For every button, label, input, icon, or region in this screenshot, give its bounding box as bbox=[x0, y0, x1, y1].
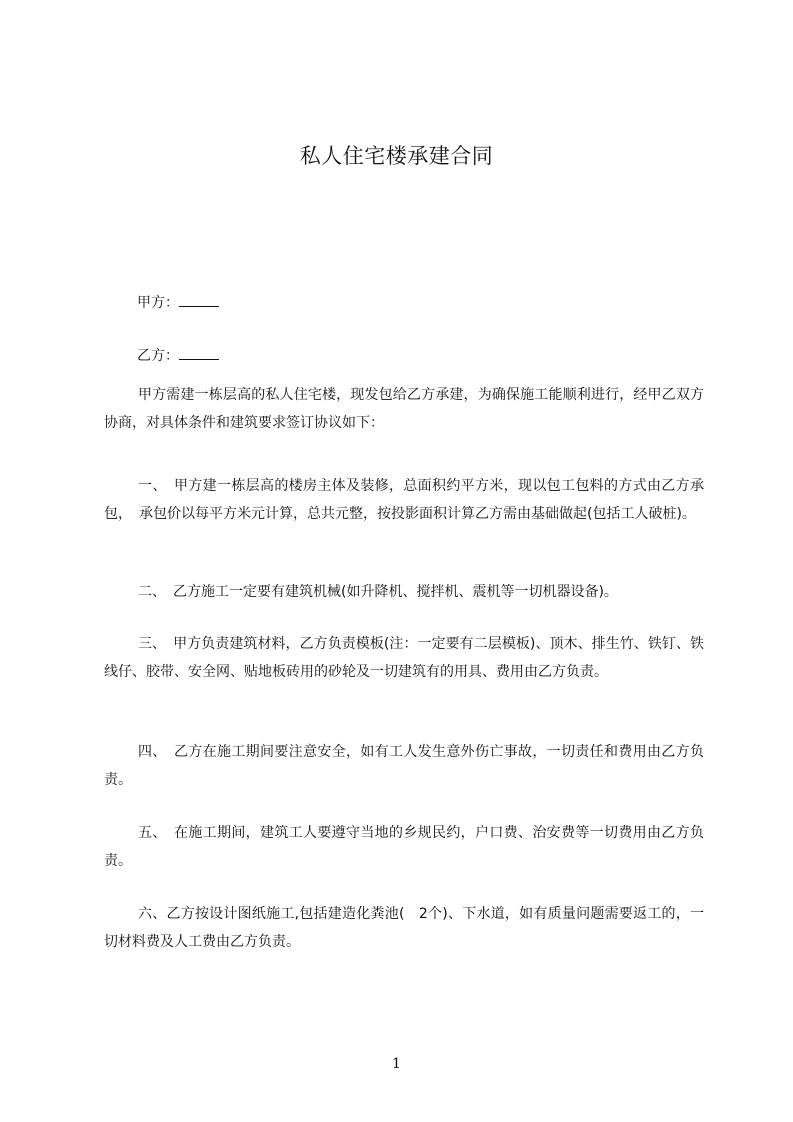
party-b-line bbox=[137, 345, 219, 366]
clause-1: 一、 甲方建一栋层高的楼房主体及装修，总面积约平方米，现以包工包料的方式由乙方承包， 承包价以每平方米元计算，总共元整，按投影面积计算乙方需由基础做起(包括工人破桩)。 bbox=[104, 478, 704, 522]
clause-2: 二、 乙方施工一定要有建筑机械(如升降机、搅拌机、震机等一切机器设备)。 bbox=[138, 584, 618, 600]
party-b-label: 乙方： bbox=[137, 348, 179, 364]
page-number: 1 bbox=[392, 1056, 401, 1072]
party-b-blank bbox=[179, 345, 219, 360]
party-a-label: 甲方： bbox=[137, 295, 179, 311]
clause-3: 三、 甲方负责建筑材料，乙方负责模板(注：一定要有二层模板)、顶木、排生竹、铁钉、铁线仔、胶带、安全网、贴地板砖用的砂轮及一切建筑有的用具、费用由乙方负责。 bbox=[104, 636, 704, 680]
party-a-blank bbox=[179, 292, 219, 307]
party-a-line bbox=[137, 292, 219, 313]
clause-4: 四、 乙方在施工期间要注意安全，如有工人发生意外伤亡事故，一切责任和费用由乙方负责。 bbox=[104, 744, 704, 788]
intro-paragraph: 甲方需建一栋层高的私人住宅楼，现发包给乙方承建，为确保施工能顺利进行，经甲乙双方协商，对具体条件和建筑要求签订协议如下： bbox=[104, 387, 704, 431]
clause-5: 五、 在施工期间，建筑工人要遵守当地的乡规民约，户口费、治安费等一切费用由乙方负责。 bbox=[104, 825, 704, 869]
document-title: 私人住宅楼承建合同 bbox=[299, 144, 494, 168]
clause-6: 六、乙方按设计图纸施工,包括建造化粪池( 2个)、下水道，如有质量问题需要返工的，一切材料费及人工费由乙方负责。 bbox=[104, 906, 704, 950]
